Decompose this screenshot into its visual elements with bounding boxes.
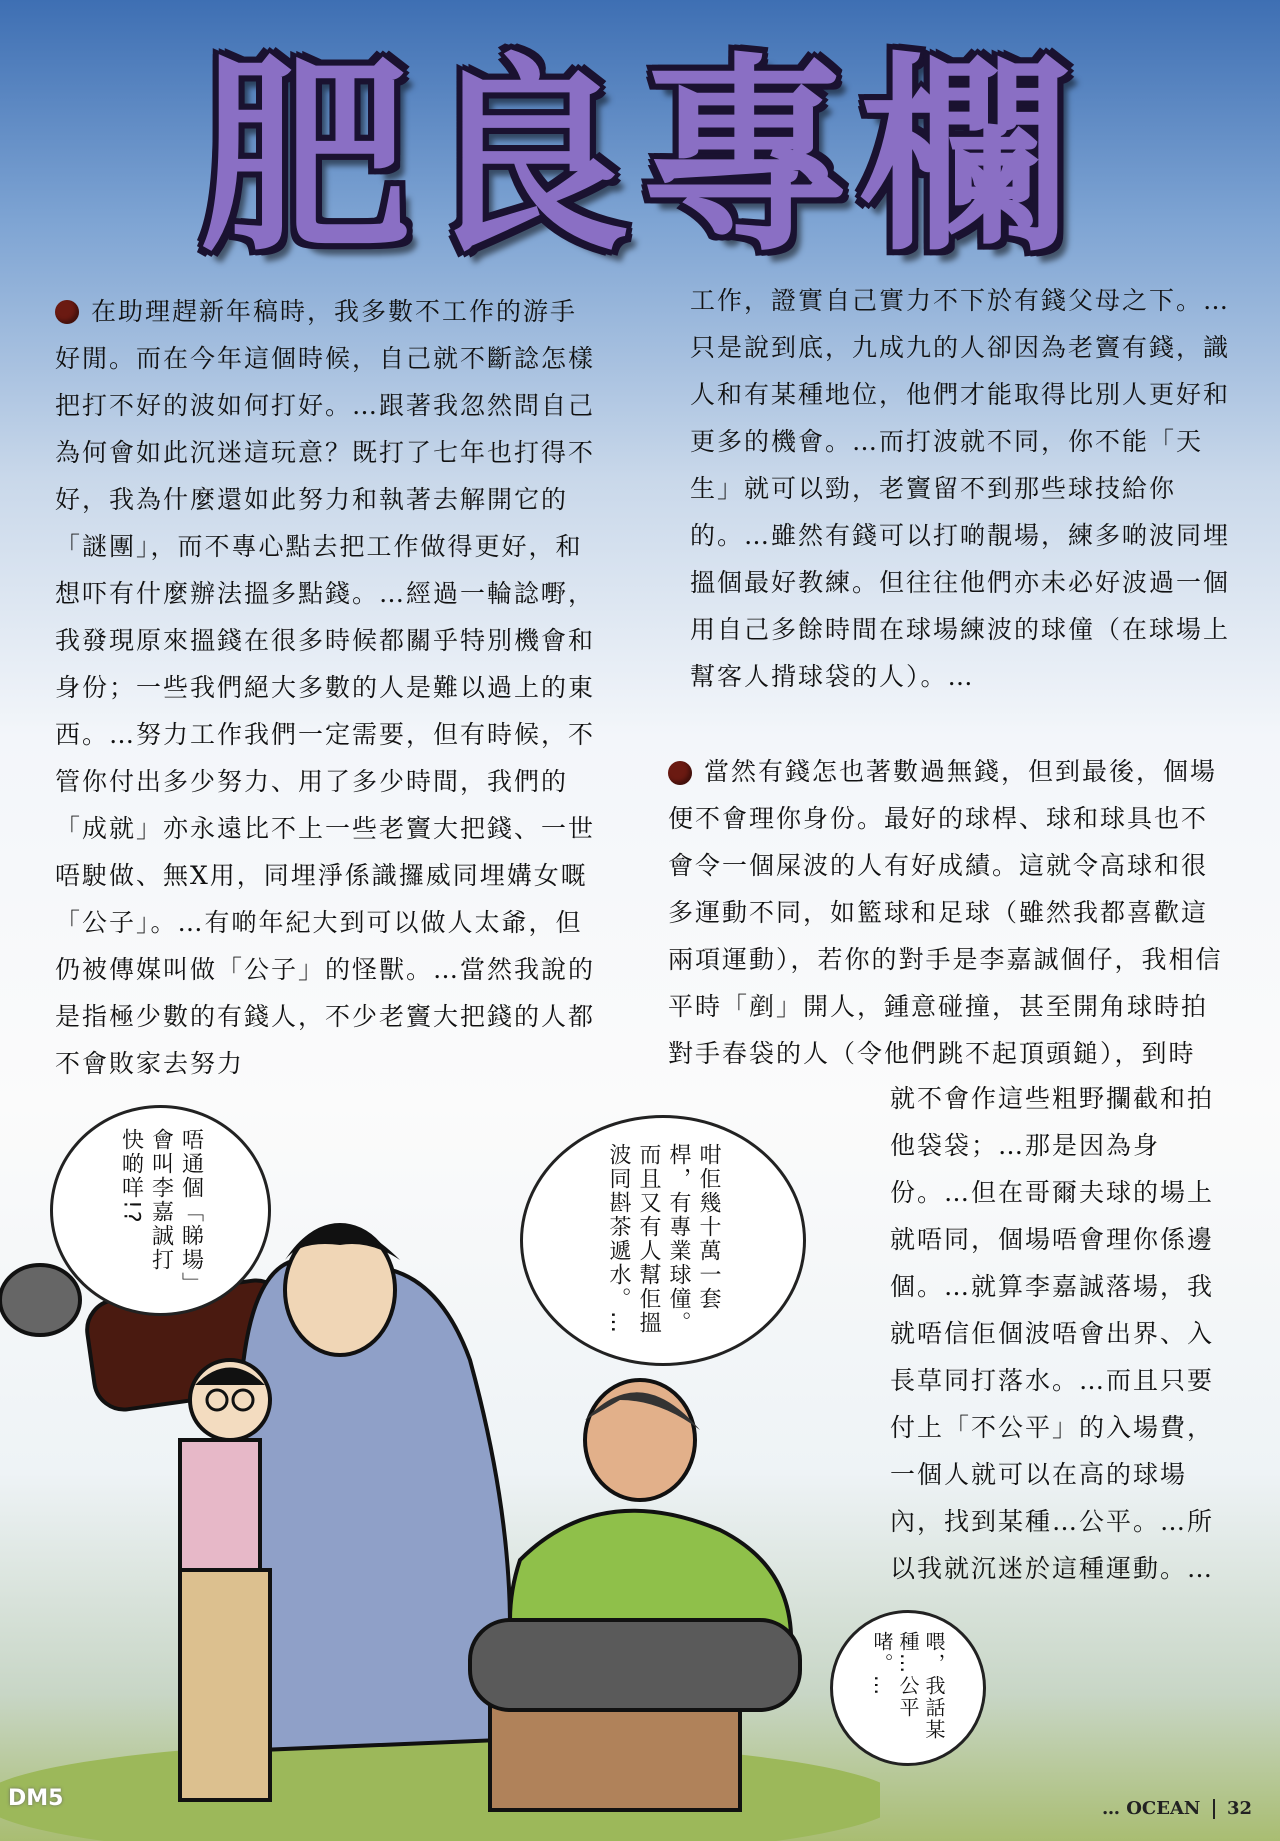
caddie-green-shirt — [470, 1380, 800, 1810]
footer-divider — [1213, 1799, 1215, 1819]
magazine-name: OCEAN — [1126, 1798, 1201, 1819]
column-title: 肥良專欄 — [199, 35, 1080, 280]
small-man-glasses — [180, 1360, 270, 1800]
page-footer — [1102, 1798, 1252, 1819]
page-number: 32 — [1226, 1798, 1252, 1819]
speech-bubble-middle — [520, 1115, 806, 1366]
speech-bubble-left-text: 唔通個「睇場」會叫李嘉誠打快啲咩!? — [118, 1128, 204, 1285]
watermark: DM5 — [8, 1786, 64, 1811]
speech-bubble-right-text: 喂，我話某種…公平啫。… — [870, 1630, 946, 1741]
speech-bubble-middle-text: 咁佢幾十萬一套桿，有專業球僮。而且又有人幫佢搵波同斟茶遞水。… — [606, 1143, 721, 1335]
speech-bubble-right — [830, 1610, 986, 1766]
paragraph-1-continued: 工作，證實自己實力不下於有錢父母之下。…只是說到底，九成九的人卻因為老竇有錢，識人和有某種地位，他們才能取得比別人更好和更多的機會。…而打波就不同，你不能「天生」就可以勁，老竇留不到那些球技給你的。…雖然有錢可以打啲靚場，練多啲波同埋搵個最好教練。但往往他們亦未必好波過一個用自己多餘時間在球場練波的球僮（在球場上幫客人揹球袋的人）。… — [690, 286, 1231, 691]
paragraph-2-continued: 就不會作這些粗野攔截和拍他袋袋；…那是因為身份。…但在哥爾夫球的場上就唔同，個場唔會理你係邊個。…就算李嘉誠落場，我就唔信佢個波唔會出界、入長草同打落水。…而且只要付上「不公平」的入場費，一個人就可以在高的球場內，找到某種…公平。…所以我就沉迷於這種運動。… — [890, 1084, 1215, 1583]
paragraph-1: 在助理趕新年稿時，我多數不工作的游手好閒。而在今年這個時候，自己就不斷諗怎樣把打不好的波如何打好。…跟著我忽然問自己為何會如此沉迷這玩意？既打了七年也打得不好，我為什麼還如此努力和執著去解開它的「謎團」，而不專心點去把工作做得更好，和想吓有什麼辦法搵多點錢。…經過一輪諗嘢，我發現原來搵錢在很多時候都關乎特別機會和身份；一些我們絕大多數的人是難以過上的東西。…努力工作我們一定需要，但有時候，不管你付出多少努力、用了多少時間，我們的「成就」亦永遠比不上一些老竇大把錢、一世唔駛做、無X用，同埋淨係識攞威同埋媾女嘅「公子」。…有啲年紀大到可以做人太爺，但仍被傳媒叫做「公子」的怪獸。…當然我說的是指極少數的有錢人，不少老竇大把錢的人都不會敗家去努力 — [55, 297, 596, 1078]
paragraph-2: 當然有錢怎也著數過無錢，但到最後，個場便不會理你身份。最好的球桿、球和球具也不會令一個屎波的人有好成績。這就令高球和很多運動不同，如籃球和足球（雖然我都喜歡這兩項運動），若你的對手是李嘉誠個仔，我相信平時「剷」開人，鍾意碰撞，甚至開角球時拍對手春袋的人（令他們跳不起頂頭鎚），到時 — [668, 757, 1223, 1068]
footer-dots: … — [1101, 1798, 1120, 1819]
speech-bubble-left — [50, 1105, 271, 1316]
